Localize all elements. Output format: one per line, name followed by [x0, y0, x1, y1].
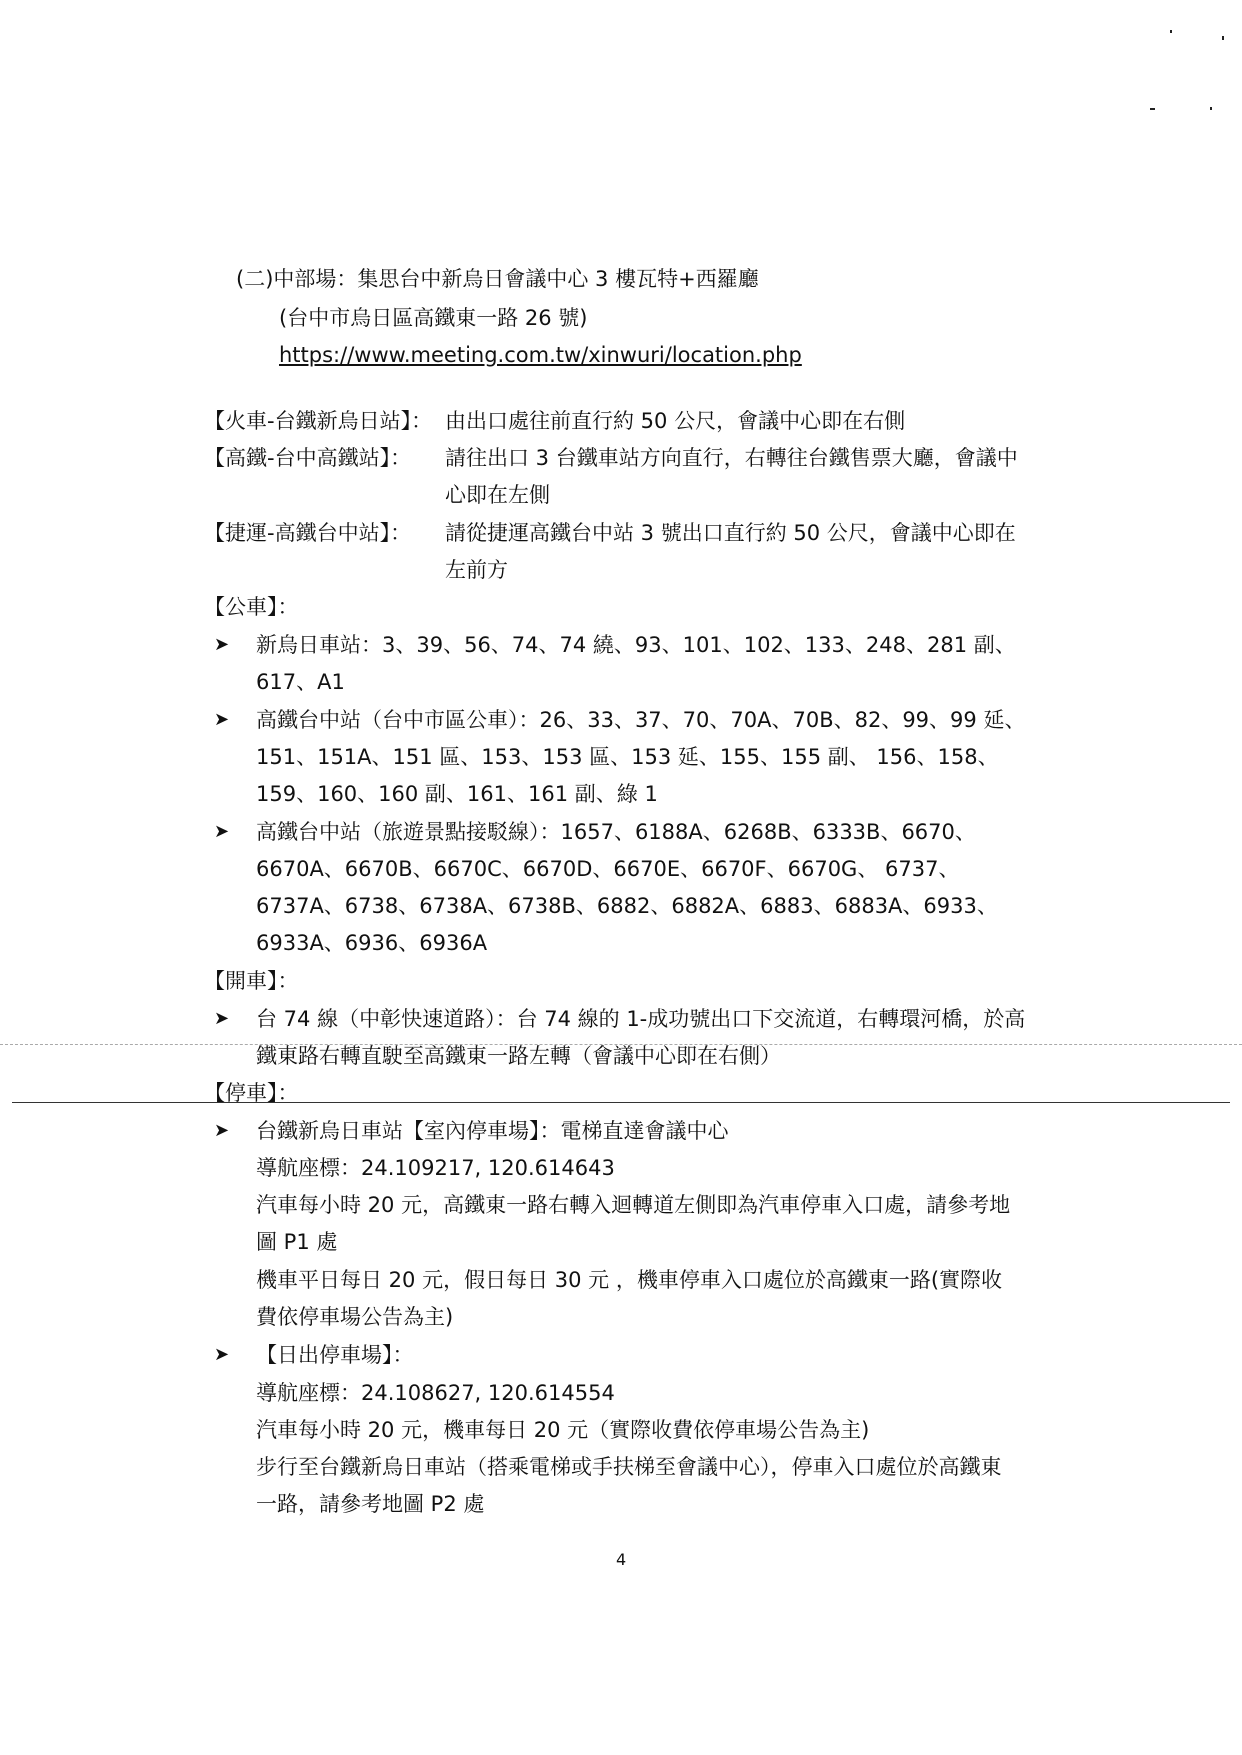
venue-address: (台中市烏日區高鐵東一路 26 號) [279, 306, 588, 330]
mrt-text: 左前方 [445, 558, 508, 582]
venue-title: (二)中部場：集思台中新烏日會議中心 3 樓瓦特+西羅廳 [236, 267, 759, 291]
arrowhead-bullet-icon: ➤ [214, 1344, 230, 1365]
parking-item-line: 導航座標：24.108627, 120.614554 [256, 1381, 615, 1405]
arrowhead-bullet-icon: ➤ [214, 1008, 230, 1029]
train-label: 【火車-台鐵新烏日站】： [204, 409, 433, 433]
venue-url-link[interactable]: https://www.meeting.com.tw/xinwuri/location.php [279, 343, 802, 367]
bus-item-line: 159、160、160 副、161、161 副、綠 1 [256, 782, 658, 806]
hsr-text: 請往出口 3 台鐵車站方向直行，右轉往台鐵售票大廳，會議中 [445, 446, 1018, 470]
parking-heading: 【停車】： [204, 1081, 299, 1105]
bus-item-line: 6933A、6936、6936A [256, 931, 488, 955]
parking-item-line: 機車平日每日 20 元，假日每日 30 元 ，機車停車入口處位於高鐵東一路(實際收 [256, 1268, 1003, 1292]
parking-item-line: 導航座標：24.109217, 120.614643 [256, 1156, 615, 1180]
parking-item-line: 台鐵新烏日車站【室內停車場】：電梯直達會議中心 [256, 1119, 729, 1143]
parking-item-line: 汽車每小時 20 元，高鐵東一路右轉入迴轉道左側即為汽車停車入口處，請參考地 [256, 1193, 1011, 1217]
arrowhead-bullet-icon: ➤ [214, 634, 230, 655]
bus-item-line: 新烏日車站：3、39、56、74、74 繞、93、101、102、133、248、281 副、 [256, 633, 1016, 657]
scan-speck [1150, 108, 1155, 110]
hsr-text: 心即在左側 [445, 483, 550, 507]
bus-item-line: 617、A1 [256, 670, 345, 694]
parking-item-line: 步行至台鐵新烏日車站（搭乘電梯或手扶梯至會議中心），停車入口處位於高鐵東 [256, 1455, 1002, 1479]
parking-item-line: 汽車每小時 20 元，機車每日 20 元（實際收費依停車場公告為主) [256, 1418, 870, 1442]
scan-speck [1170, 30, 1172, 33]
mrt-label: 【捷運-高鐵台中站】： [204, 521, 412, 545]
bus-item-line: 6670A、6670B、6670C、6670D、6670E、6670F、6670G、 6737、 [256, 857, 960, 881]
parking-item-line: 圖 P1 處 [256, 1230, 338, 1254]
drive-heading: 【開車】： [204, 969, 299, 993]
drive-line: 鐵東路右轉直駛至高鐵東一路左轉（會議中心即在右側） [256, 1044, 781, 1068]
hsr-label: 【高鐵-台中高鐵站】： [204, 446, 412, 470]
parking-item-line: 【日出停車場】： [256, 1343, 414, 1367]
train-text: 由出口處往前直行約 50 公尺，會議中心即在右側 [445, 409, 906, 433]
parking-item-line: 費依停車場公告為主) [256, 1305, 454, 1329]
scan-speck [1210, 107, 1212, 110]
bus-heading: 【公車】： [204, 595, 299, 619]
bus-item-line: 6737A、6738、6738A、6738B、6882、6882A、6883、6883A、6933、 [256, 894, 998, 918]
bus-item-line: 151、151A、151 區、153、153 區、153 延、155、155 副、 156、158、 [256, 745, 999, 769]
bus-item-line: 高鐵台中站（旅遊景點接駁線）：1657、6188A、6268B、6333B、6670、 [256, 820, 976, 844]
arrowhead-bullet-icon: ➤ [214, 1120, 230, 1141]
mrt-text: 請從捷運高鐵台中站 3 號出口直行約 50 公尺，會議中心即在 [445, 521, 1016, 545]
scan-artifact-rule [12, 1102, 1230, 1103]
arrowhead-bullet-icon: ➤ [214, 709, 230, 730]
bus-item-line: 高鐵台中站（台中市區公車）：26、33、37、70、70A、70B、82、99、99 延、 [256, 708, 1026, 732]
scan-speck [1222, 36, 1224, 40]
arrowhead-bullet-icon: ➤ [214, 821, 230, 842]
parking-item-line: 一路，請參考地圖 P2 處 [256, 1492, 485, 1516]
page-number: 4 [616, 1550, 627, 1569]
drive-line: 台 74 線（中彰快速道路）：台 74 線的 1-成功號出口下交流道，右轉環河橋，於高 [256, 1007, 1026, 1031]
